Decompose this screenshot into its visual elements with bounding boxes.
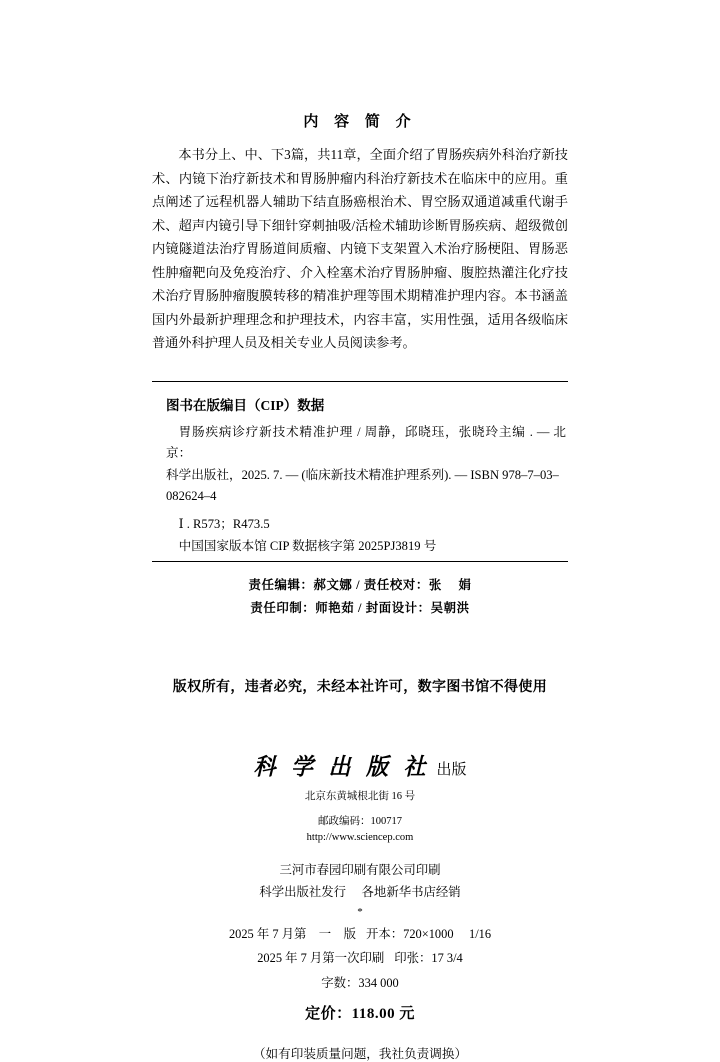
credits-line-2: 责任印制：师艳茹 / 封面设计：吴朝洪 bbox=[250, 601, 470, 616]
publisher-suffix: 出版 bbox=[436, 762, 467, 779]
meta-line-1 bbox=[152, 922, 568, 947]
publisher-logo-row bbox=[152, 750, 568, 781]
publication-meta bbox=[152, 922, 568, 996]
abstract-section bbox=[152, 110, 568, 355]
meta-format: 开本：720×1000 1/16 bbox=[365, 926, 492, 941]
printing-block bbox=[152, 860, 568, 903]
copyright-notice: 版权所有，违者必究，未经本社许可，数字图书馆不得使用 bbox=[172, 680, 548, 696]
cip-line-4: Ⅰ . R573；R473.5 bbox=[178, 517, 270, 532]
price-line: 定价：118.00 元 bbox=[305, 1005, 415, 1022]
meta-edition-date: 2025 年 7 月第 一 版 bbox=[228, 926, 356, 941]
abstract-body: 本书分上、中、下3篇，共11章，全面介绍了胃肠疾病外科治疗新技术、内镜下治疗新技术和胃肠肿瘤内科治疗新技术在临床中的应用。重点阐述了远程机器人辅助下结直肠癌根治术、胃空肠双通道减重代谢手术、超声内镜引导下细针穿刺抽吸/活检术辅助诊断胃肠疾病、超级微创内镜隧道法治疗胃肠道间质瘤、内镜下支架置入术治疗肠梗阻、胃肠恶性肿瘤靶向及免疫治疗、介入栓塞术治疗胃肠肿瘤、腹腔热灌注化疗技术治疗胃肠肿瘤腹膜转移的精准护理等围术期精准护理内容。本书涵盖国内外最新护理理念和护理技术，内容丰富，实用性强，适用各级临床普通外科护理人员及相关专业人员阅读参考。 bbox=[152, 147, 568, 350]
publisher-postcode: 邮政编码：100717 bbox=[318, 815, 402, 827]
page-content bbox=[152, 110, 568, 1062]
cip-line-3: 082624–4 bbox=[166, 489, 217, 504]
cip-bottom-rule bbox=[152, 561, 568, 562]
credits-line-1: 责任编辑：郝文娜 / 责任校对：张 娟 bbox=[248, 578, 472, 593]
cip-line-1: 胃肠疾病诊疗新技术精准护理 / 周静，邱晓珏，张晓玲主编 . –– 北京： bbox=[166, 424, 566, 461]
cip-line-2: 科学出版社，2025. 7. –– (临床新技术精准护理系列). –– ISBN 978–7–03– bbox=[166, 467, 559, 482]
publisher-block bbox=[152, 750, 568, 846]
meta-sheets: 印张：17 3/4 bbox=[394, 951, 463, 966]
quality-note: （如有印装质量问题，我社负责调换） bbox=[252, 1046, 468, 1061]
separator-star: * bbox=[357, 905, 363, 918]
cip-line-5: 中国国家版本馆 CIP 数据核字第 2025PJ3819 号 bbox=[178, 538, 437, 553]
meta-line-2 bbox=[152, 946, 568, 971]
publisher-address: 北京东黄城根北街 16 号 bbox=[304, 791, 416, 803]
printer-line: 三河市春园印刷有限公司印刷 bbox=[279, 863, 441, 878]
publisher-url: http://www.sciencep.com bbox=[306, 831, 414, 843]
credits-block bbox=[152, 574, 568, 620]
cip-heading: 图书在版编目（CIP）数据 bbox=[166, 397, 325, 413]
meta-print-date: 2025 年 7 月第一次印刷 bbox=[257, 951, 385, 966]
publisher-name: 科 学 出 版 社 bbox=[253, 753, 431, 780]
meta-word-count: 字数：334 000 bbox=[321, 976, 399, 991]
cip-block bbox=[152, 381, 568, 563]
abstract-title: 内 容 简 介 bbox=[303, 114, 417, 130]
distribution-line: 科学出版社发行 各地新华书店经销 bbox=[259, 884, 461, 899]
cip-inner bbox=[152, 382, 568, 562]
